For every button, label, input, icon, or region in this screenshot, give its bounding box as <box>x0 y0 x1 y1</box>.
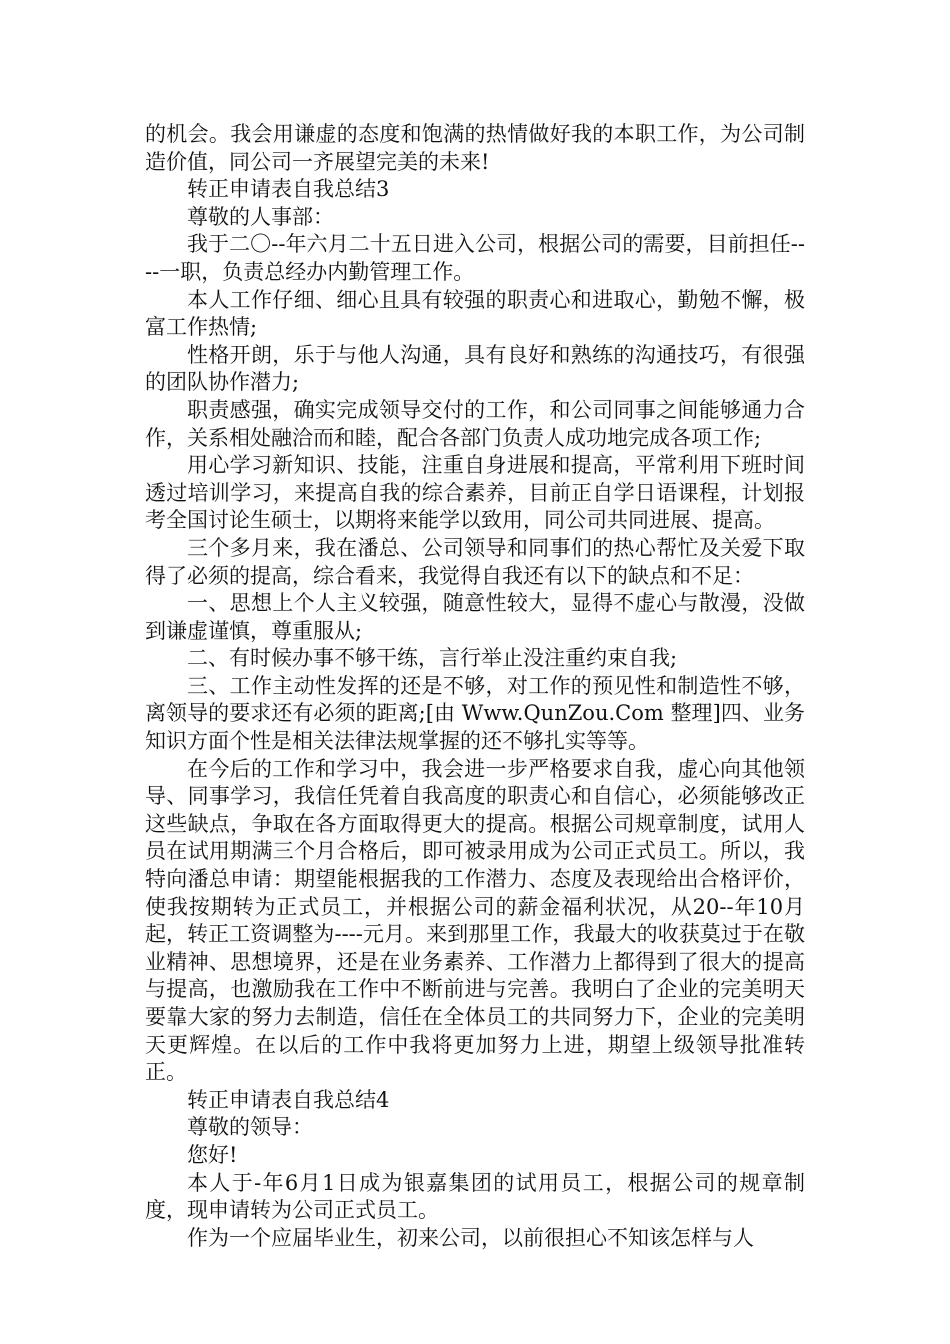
paragraph: 二、有时候办事不够干练，言行举止没注重约束自我; <box>187 646 678 671</box>
paragraph: 我于二〇--年六月二十五日进入公司，根据公司的需要，目前担任----一职，负责总经办内勤管理工作。 <box>145 232 805 284</box>
paragraph: 职责感强，确实完成领导交付的工作，和公司同事之间能够通力合作，关系相处融洽而和睦，配合各部门负责人成功地完成各项工作; <box>145 397 805 450</box>
paragraph: 本人于-年6月1日成为银嘉集团的试用员工，根据公司的规章制度，现申请转为公司正式员工。 <box>145 1170 805 1223</box>
paragraph: 三、工作主动性发挥的还是不够，对工作的预见性和制造性不够，离领导的要求还有必须的距离;[由 Www.QunZou.Com 整理]四、业务知识方面个性是相关法律法规掌握的还不够扎实等等。 <box>145 673 805 754</box>
document-body <box>145 121 805 1252</box>
salutation: 尊敬的人事部： <box>187 204 334 229</box>
paragraph: 用心学习新知识、技能，注重自身进展和提高，平常利用下班时间透过培训学习，来提高自我的综合素养，目前正自学日语课程，计划报考全国讨论生硕士，以期将来能学以致用，同公司共同进展、提高。 <box>145 453 805 533</box>
paragraph: 一、思想上个人主义较强，随意性较大，显得不虚心与散漫，没做到谦虚谨慎，尊重服从; <box>145 591 805 643</box>
paragraph: 性格开朗，乐于与他人沟通，具有良好和熟练的沟通技巧，有很强的团队协作潜力; <box>145 342 805 395</box>
section-heading: 转正申请表自我总结3 <box>187 177 390 202</box>
section-heading: 转正申请表自我总结4 <box>187 1087 390 1112</box>
paragraph: 本人工作仔细、细心且具有较强的职责心和进取心，勤勉不懈，极富工作热情; <box>145 287 805 340</box>
paragraph: 三个多月来，我在潘总、公司领导和同事们的热心帮忙及关爱下取得了必须的提高，综合看来，我觉得自我还有以下的缺点和不足： <box>145 535 805 588</box>
salutation: 尊敬的领导： <box>187 1115 313 1140</box>
paragraph: 的机会。我会用谦虚的态度和饱满的热情做好我的本职工作，为公司制造价值，同公司一齐展望完美的未来! <box>145 122 805 174</box>
paragraph: 在今后的工作和学习中，我会进一步严格要求自我，虚心向其他领导、同事学习，我信任凭着自我高度的职责心和自信心，必须能够改正这些缺点，争取在各方面取得更大的提高。根据公司规章制度，试用人员在试用期满三个月合格后，即可被录用成为公司正式员工。所以，我特向潘总申请：期望能根据我的工作潜力、态度及表现给出合格评价，使我按期转为正式员工，并根据公司的薪金福利状况，从20--年10月起，转正工资调整为----元月。来到那里工作，我最大的收获莫过于在敬业精神、思想境界，还是在业务素养、工作潜力上都得到了很大的提高与提高，也激励我在工作中不断前进与完善。我明白了企业的完美明天要靠大家的努力去制造，信任在全体员工的共同努力下，企业的完美明天更辉煌。在以后的工作中我将更加努力上进，期望上级领导批准转正。 <box>145 756 805 1085</box>
greeting: 您好! <box>187 1142 238 1167</box>
paragraph: 作为一个应届毕业生，初来公司，以前很担心不知该怎样与人 <box>187 1225 754 1250</box>
